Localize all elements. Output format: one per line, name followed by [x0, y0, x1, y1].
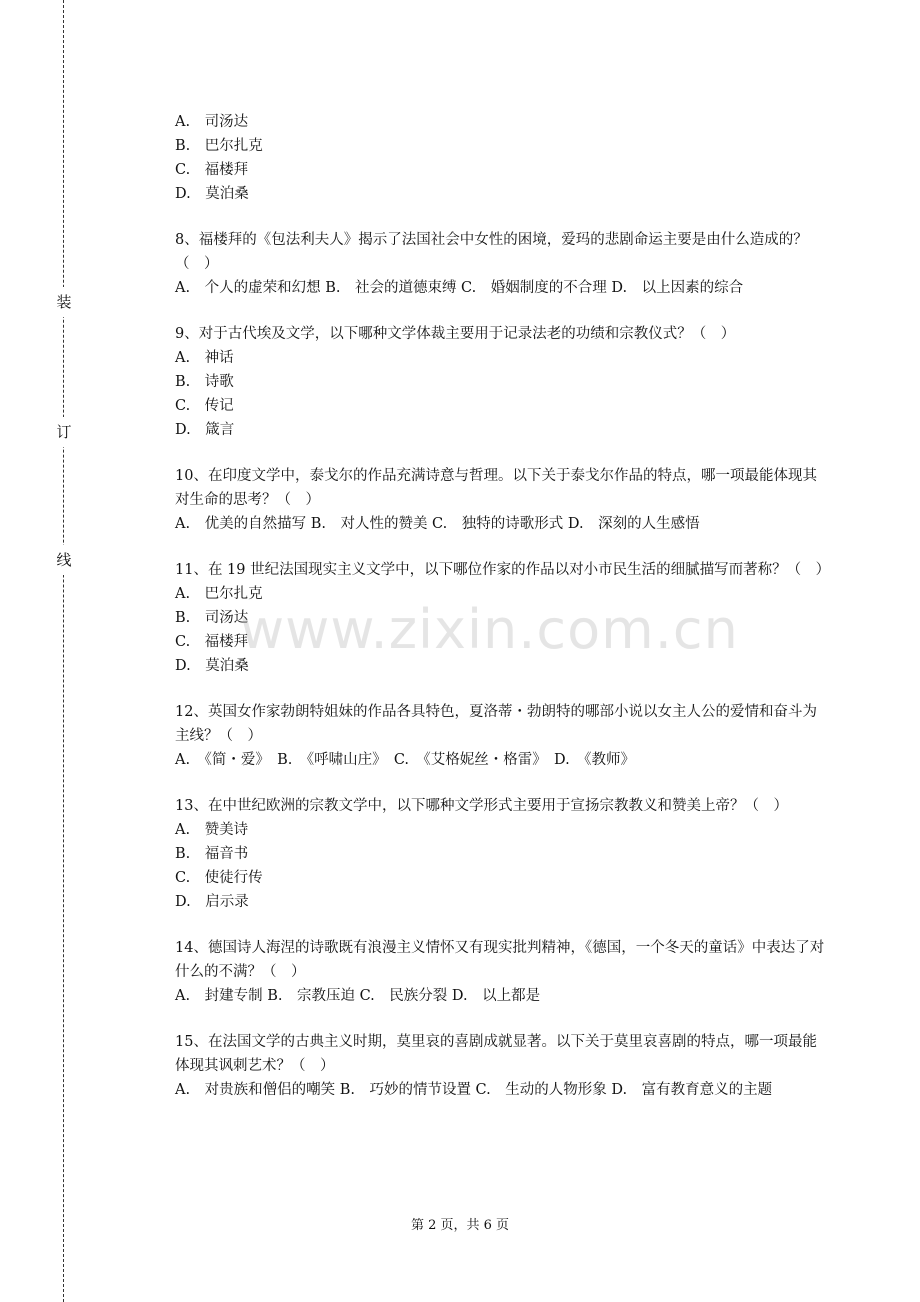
question-text: 8、福楼拜的《包法利夫人》揭示了法国社会中女性的困境，爱玛的悲剧命运主要是由什么造成的？（ ）	[175, 232, 808, 272]
question-list	[175, 110, 831, 1124]
question-text: 13、在中世纪欧洲的宗教文学中，以下哪种文学形式主要用于宣扬宗教教义和赞美上帝？（ ）	[175, 798, 788, 814]
watermark: www.zixin.com.cn	[240, 598, 739, 661]
option-c: C. 传记	[175, 398, 234, 414]
option-a: A. 巴尔扎克	[175, 586, 263, 602]
question-9	[175, 322, 827, 442]
option-c: C. 福楼拜	[175, 162, 249, 178]
question-10	[175, 464, 827, 536]
binding-dashed-line	[63, 0, 64, 1302]
option-b: B. 诗歌	[175, 374, 234, 390]
question-11	[175, 558, 831, 678]
question-12	[175, 700, 827, 772]
question-15	[175, 1030, 827, 1102]
question-8	[175, 228, 827, 300]
page-footer: 第 2 页，共 6 页	[410, 1218, 510, 1233]
option-b: B. 司汤达	[175, 610, 249, 626]
question-text: 15、在法国文学的古典主义时期，莫里哀的喜剧成就显著。以下关于莫里哀喜剧的特点，哪一项最能体现其讽刺艺术？（ ）	[175, 1034, 817, 1074]
option-b: B. 福音书	[175, 846, 249, 862]
option-d: D. 莫泊桑	[175, 658, 249, 674]
question-text: 12、英国女作家勃朗特姐妹的作品各具特色，夏洛蒂・勃朗特的哪部小说以女主人公的爱情和奋斗为主线？（ ）	[175, 704, 817, 744]
question-options-inline: A. 《简・爱》 B. 《呼啸山庄》 C. 《艾格妮丝・格雷》 D. 《教师》	[175, 752, 635, 768]
option-d: D. 莫泊桑	[175, 186, 249, 202]
binding-char-zhuang: 装	[55, 287, 73, 317]
option-d: D. 启示录	[175, 894, 249, 910]
option-c: C. 福楼拜	[175, 634, 249, 650]
question-14	[175, 936, 827, 1008]
option-a: A. 神话	[175, 350, 234, 366]
option-a: A. 赞美诗	[175, 822, 249, 838]
question-options-inline: A. 对贵族和僧侣的嘲笑 B. 巧妙的情节设置 C. 生动的人物形象 D. 富有教育意义的主题	[175, 1082, 773, 1098]
question-13	[175, 794, 827, 914]
question-text: 9、对于古代埃及文学，以下哪种文学体裁主要用于记录法老的功绩和宗教仪式？（ ）	[175, 326, 736, 342]
question-options-inline: A. 封建专制 B. 宗教压迫 C. 民族分裂 D. 以上都是	[175, 988, 541, 1004]
question-7-options	[175, 110, 827, 206]
option-b: B. 巴尔扎克	[175, 138, 263, 154]
question-options-inline: A. 优美的自然描写 B. 对人性的赞美 C. 独特的诗歌形式 D. 深刻的人生感悟	[175, 516, 700, 532]
binding-char-xian: 线	[55, 545, 73, 575]
question-text: 14、德国诗人海涅的诗歌既有浪漫主义情怀又有现实批判精神，《德国，一个冬天的童话》中表达了对什么的不满？（ ）	[175, 940, 825, 980]
option-d: D. 箴言	[175, 422, 235, 438]
option-c: C. 使徒行传	[175, 870, 263, 886]
option-a: A. 司汤达	[175, 114, 249, 130]
question-text: 11、在 19 世纪法国现实主义文学中，以下哪位作家的作品以对小市民生活的细腻描写而著称？（ ）	[175, 562, 831, 578]
question-text: 10、在印度文学中，泰戈尔的作品充满诗意与哲理。以下关于泰戈尔作品的特点，哪一项最能体现其对生命的思考？（ ）	[175, 468, 817, 508]
question-options-inline: A. 个人的虚荣和幻想 B. 社会的道德束缚 C. 婚姻制度的不合理 D. 以上因素的综合	[175, 280, 744, 296]
binding-char-ding: 订	[55, 417, 73, 447]
